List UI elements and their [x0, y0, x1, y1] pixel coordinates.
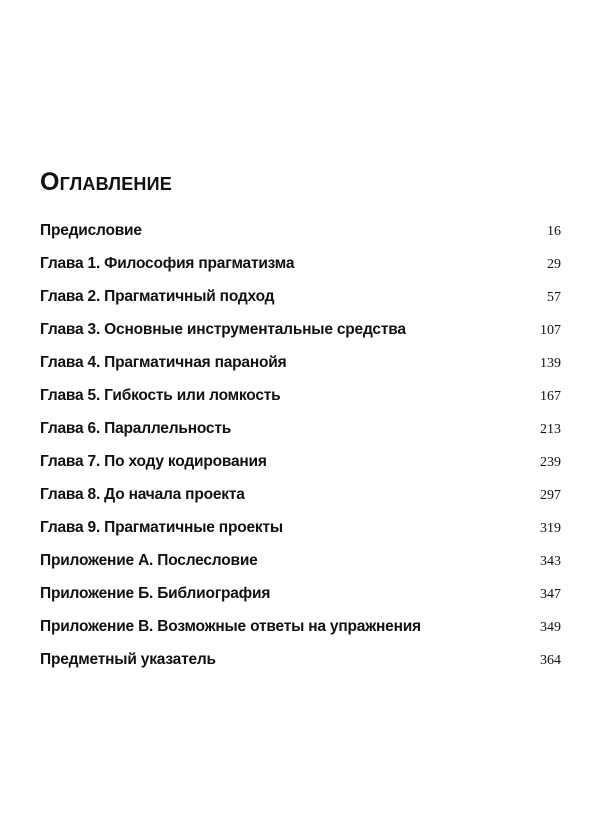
toc-entry-chapter-4[interactable] — [40, 354, 561, 387]
toc-entry-label: Глава 3. Основные инструментальные средства — [40, 321, 406, 338]
toc-entry-label: Глава 6. Параллельность — [40, 420, 232, 437]
toc-entry-chapter-3[interactable] — [40, 321, 561, 354]
toc-entry-page: 343 — [540, 554, 561, 569]
toc-entry-label: Глава 2. Прагматичный подход — [40, 288, 275, 305]
toc-entry-label: Приложение А. Послесловие — [40, 552, 258, 569]
toc-entry-appendix-a[interactable] — [40, 552, 561, 585]
toc-entry-preface[interactable] — [40, 222, 561, 255]
toc-entry-page: 57 — [547, 290, 561, 305]
toc-entry-page: 349 — [540, 620, 561, 635]
toc-entry-chapter-2[interactable] — [40, 288, 561, 321]
toc-entry-chapter-9[interactable] — [40, 519, 561, 552]
toc-entry-page: 139 — [540, 356, 561, 371]
toc-entry-label: Глава 8. До начала проекта — [40, 486, 245, 503]
toc-entry-appendix-v[interactable] — [40, 618, 561, 651]
toc-entry-label: Глава 1. Философия прагматизма — [40, 255, 295, 272]
toc-entry-label: Глава 9. Прагматичные проекты — [40, 519, 283, 536]
toc-entry-index[interactable] — [40, 651, 561, 684]
toc-list — [40, 222, 561, 684]
toc-entry-page: 16 — [547, 224, 561, 239]
toc-entry-chapter-7[interactable] — [40, 453, 561, 486]
toc-entry-chapter-6[interactable] — [40, 420, 561, 453]
toc-entry-label: Предисловие — [40, 222, 142, 239]
toc-entry-page: 239 — [540, 455, 561, 470]
toc-entry-page: 319 — [540, 521, 561, 536]
toc-entry-page: 213 — [540, 422, 561, 437]
toc-entry-label: Глава 7. По ходу кодирования — [40, 453, 267, 470]
toc-entry-page: 167 — [540, 389, 561, 404]
toc-entry-page: 107 — [540, 323, 561, 338]
toc-entry-page: 297 — [540, 488, 561, 503]
toc-entry-chapter-1[interactable] — [40, 255, 561, 288]
toc-entry-chapter-5[interactable] — [40, 387, 561, 420]
toc-entry-page: 29 — [547, 257, 561, 272]
toc-entry-label: Глава 5. Гибкость или ломкость — [40, 387, 281, 404]
toc-entry-chapter-8[interactable] — [40, 486, 561, 519]
toc-entry-label: Предметный указатель — [40, 651, 216, 668]
toc-entry-label: Приложение В. Возможные ответы на упражнения — [40, 618, 421, 635]
toc-entry-page: 347 — [540, 587, 561, 602]
page-title: Оглавление — [40, 168, 172, 196]
toc-entry-appendix-b[interactable] — [40, 585, 561, 618]
toc-entry-label: Глава 4. Прагматичная паранойя — [40, 354, 287, 371]
toc-entry-page: 364 — [540, 653, 561, 668]
toc-entry-label: Приложение Б. Библиография — [40, 585, 271, 602]
